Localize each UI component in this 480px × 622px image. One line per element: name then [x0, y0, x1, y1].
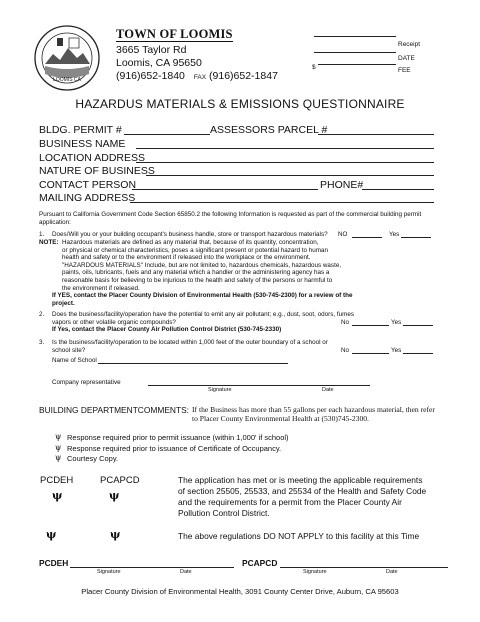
q3-no-field[interactable]: [352, 353, 389, 354]
q2-no-label: No: [341, 319, 350, 326]
business-name-field[interactable]: [136, 148, 434, 149]
q2-yes-label: Yes: [391, 319, 402, 326]
not-apply-text: The above regulations DO NOT APPLY to this facility at this Time: [178, 531, 420, 541]
checklist-item-3: Courtesy Copy.: [67, 454, 119, 463]
company-date-label: Date: [322, 387, 334, 393]
pcapcd-check-1[interactable]: ψ: [109, 489, 120, 502]
note-text: Hazardous materials are defined as any material that, because of its quantity, concentration, or physical or chemical characteristics, poses a significant present or potential hazard to human health and safety or to the environment if released into the workplace or the environment. "HAZARDOUS MATERIALS" Include, but are not limited to, hazardous chemicals, hazardous waste, paints, oils, lubricants, fuels and any material which a handler or the administering agency has a reasonable basis for believing to be injurious to the health and safety of the persons or harmful to the environment if released.: [62, 239, 342, 292]
intro-text: Pursuant to California Government Code Section 65850.2 the following Information is requested as part of the commercial building permit application:: [39, 211, 422, 226]
note-label: NOTE:: [39, 239, 59, 246]
comments-text: If the Business has more than 55 gallons per each hazardous material, then refer to Placer County Environmental Health at (530)745-2300.: [192, 405, 435, 423]
pcdeh-sign-label: PCDEH: [39, 558, 69, 568]
town-name: TOWN OF LOOMIS: [116, 27, 233, 41]
pcdeh-heading: PCDEH: [40, 475, 74, 486]
footer-address: Placer County Division of Environmental Health, 3091 County Center Drive, Auburn, CA 95603: [81, 587, 399, 596]
nature-field[interactable]: [146, 175, 434, 176]
fee-line[interactable]: [318, 64, 396, 65]
pcapcd-check-2[interactable]: ψ: [110, 528, 121, 541]
pcapcd-sign-label: PCAPCD: [242, 558, 278, 568]
q1-yes-label: Yes: [389, 231, 400, 238]
receipt-line[interactable]: [314, 36, 396, 37]
q3-no-label: No: [341, 347, 350, 354]
receipt-label: Receipt: [398, 41, 421, 48]
nature-label: NATURE OF BUSINESS: [39, 165, 155, 177]
pcdeh-signature-label: Signature: [97, 569, 121, 575]
fee-label: FEE: [398, 67, 411, 74]
comments-label: BUILDING DEPARTMENTCOMMENTS:: [39, 405, 189, 415]
location-field[interactable]: [136, 162, 434, 163]
q3-number: 3.: [39, 339, 45, 346]
town-phone: (916)652-1840: [116, 70, 185, 82]
q1-number: 1.: [39, 231, 45, 238]
school-label: Name of School: [52, 357, 97, 364]
pcapcd-sign-field[interactable]: [280, 567, 448, 568]
phone-field[interactable]: [362, 189, 434, 190]
receipt-date-label: DATE: [398, 55, 415, 62]
pcdeh-sign-field[interactable]: [70, 567, 234, 568]
pcdeh-check-2[interactable]: ψ: [46, 528, 57, 541]
checklist-item-1: Response required prior to permit issuance (within 1,000' if school): [67, 433, 289, 442]
q1-contact-note: If YES, contact the Placer County Division of Environmental Health (530-745-2300) for a review of the project.: [52, 292, 353, 307]
location-label: LOCATION ADDRESS: [39, 152, 145, 164]
pcdeh-date-label: Date: [180, 569, 192, 575]
q3-question: Is the business/facility/operation to be located within 1,000 feet of the outer boundary of a school or school site?: [52, 339, 328, 354]
q1-yes-field[interactable]: [401, 237, 431, 238]
pcdeh-check-1[interactable]: ψ: [52, 489, 63, 502]
checklist-bullet-2[interactable]: ψ: [55, 443, 62, 452]
contact-field[interactable]: [132, 189, 318, 190]
page-title: HAZARDUS MATERIALS & EMISSIONS QUESTIONNAIRE: [75, 97, 405, 111]
town-fax: (916)652-1847: [209, 70, 278, 82]
school-field[interactable]: [98, 363, 288, 364]
q3-yes-label: Yes: [391, 347, 402, 354]
phone-label: PHONE#: [320, 179, 364, 191]
checklist-bullet-1[interactable]: ψ: [55, 432, 62, 441]
fee-prefix: $: [312, 64, 316, 71]
q2-number: 2.: [39, 311, 45, 318]
checklist-item-2: Response required prior to issuance of Certificate of Occupancy.: [67, 444, 282, 453]
q1-no-label: NO: [338, 231, 348, 238]
date-line[interactable]: [314, 52, 396, 53]
pcapcd-date-label: Date: [386, 569, 398, 575]
permit-label: BLDG. PERMIT #: [39, 124, 122, 136]
street-address: 3665 Taylor Rd: [116, 44, 187, 56]
company-rep-field[interactable]: [148, 385, 370, 386]
mailing-field[interactable]: [130, 202, 434, 203]
permit-field[interactable]: [124, 134, 210, 135]
company-rep-label: Company representative: [52, 379, 121, 386]
q1-question: Does/Will you or your building occupant's business handle, store or transport hazardous materials?: [52, 231, 328, 238]
company-signature-label: Signature: [208, 387, 232, 393]
checklist-bullet-3[interactable]: ψ: [55, 453, 62, 462]
contact-label: CONTACT PERSON: [39, 179, 137, 191]
q2-question: Does the business/facility/operation have the potential to emit any air pollutant; e.g., dust, soot, odors, fumes vapors or other volatile organic compounds?: [52, 311, 355, 326]
applicable-text: The application has met or is meeting the applicable requirements of section 25505, 25533, and 25534 of the Health and Safety Code and the requirements for a permit from the Placer County Air Pollution Control District.: [178, 475, 427, 518]
seal-text: LOOMIS CA: [53, 77, 81, 83]
mailing-label: MAILING ADDRESS: [39, 192, 136, 204]
parcel-field[interactable]: [318, 134, 434, 135]
phone-fax: [116, 70, 278, 82]
q1-no-field[interactable]: [352, 237, 382, 238]
pcapcd-heading: PCAPCD: [100, 475, 140, 486]
q2-no-field[interactable]: [352, 325, 389, 326]
fax-label: FAX: [193, 74, 207, 81]
q2-yes-field[interactable]: [403, 325, 433, 326]
parcel-label: ASSESSORS PARCEL #: [210, 124, 328, 136]
town-seal-logo: [33, 24, 101, 92]
q3-yes-field[interactable]: [403, 353, 433, 354]
q2-contact-note: If Yes, contact the Placer County Air Pollution Control District (530-745-2330): [52, 326, 282, 333]
pcapcd-signature-label: Signature: [303, 569, 327, 575]
business-name-label: BUSINESS NAME: [39, 138, 126, 150]
city-address: Loomis, CA 95650: [116, 57, 202, 69]
